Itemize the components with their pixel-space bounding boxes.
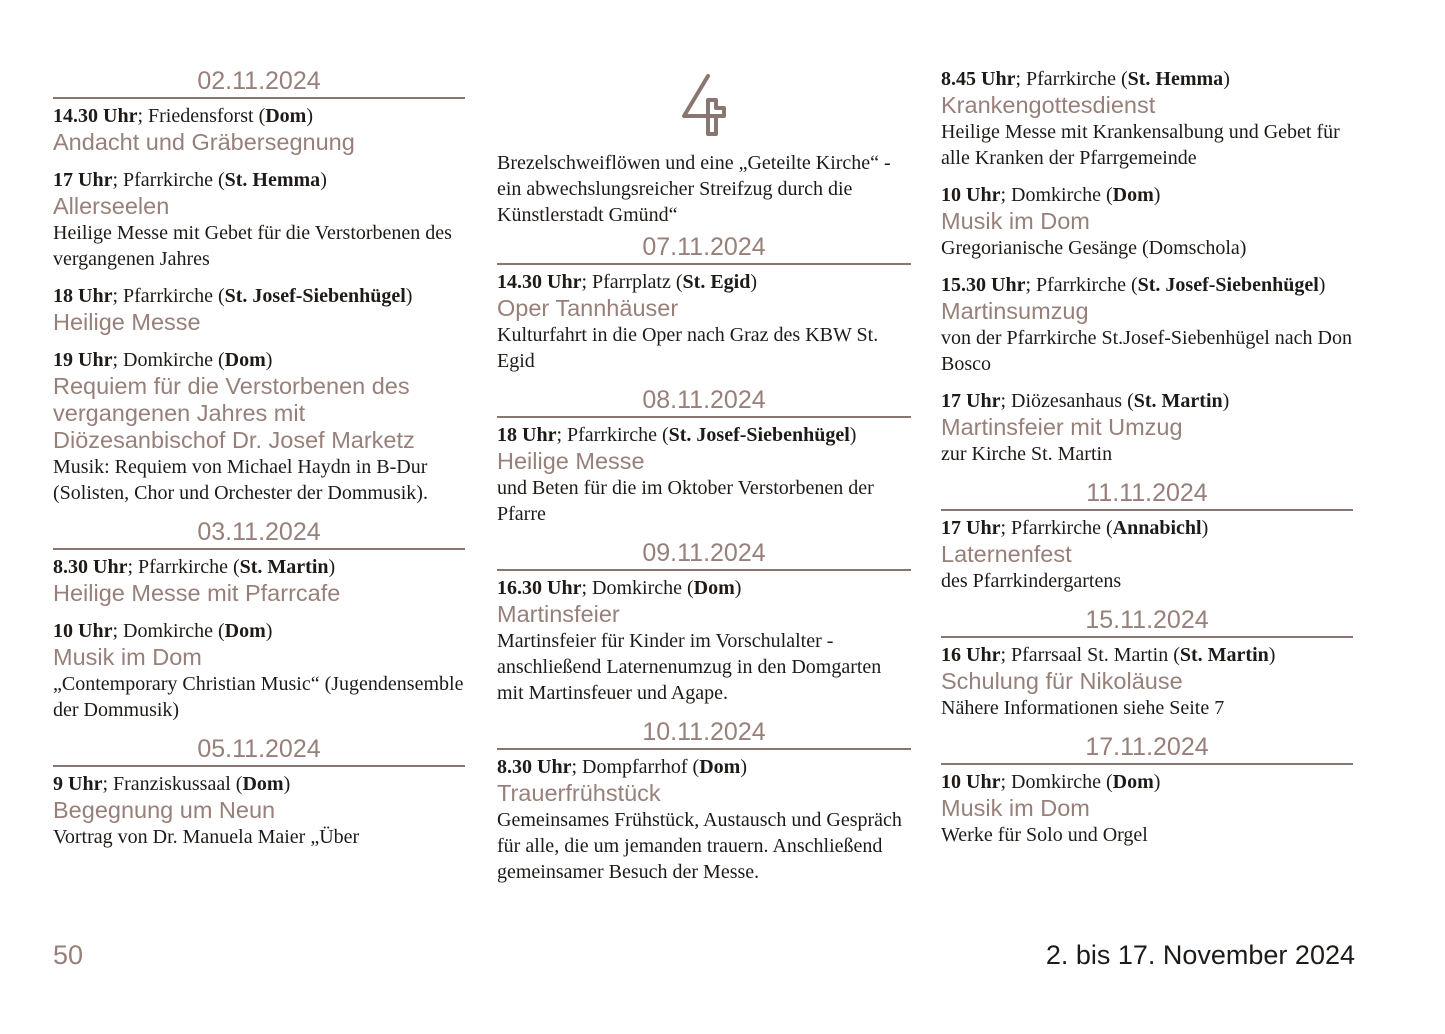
event-parish: St. Josef-Siebenhügel — [668, 424, 850, 446]
date-heading: 11.11.2024 — [941, 478, 1353, 511]
event-meta: 14.30 Uhr; Friedensforst (Dom) — [53, 105, 314, 127]
event-title: Allerseelen — [53, 193, 170, 219]
event-title: Andacht und Gräbersegnung — [53, 129, 355, 155]
event-time: 14.30 Uhr — [497, 271, 582, 293]
event-meta: 10 Uhr; Domkirche (Dom) — [53, 620, 273, 642]
event-description: des Pfarrkindergartens — [941, 570, 1122, 592]
event-title: Martinsfeier — [497, 601, 620, 627]
event-title: Begegnung um Neun — [53, 797, 276, 823]
event-parish: St. Martin — [1133, 390, 1223, 412]
event-meta: 10 Uhr; Domkirche (Dom) — [941, 771, 1161, 793]
event-parish: Annabichl — [1112, 517, 1202, 539]
column-2 — [497, 66, 911, 896]
event-item — [941, 515, 1353, 594]
event-title: Musik im Dom — [941, 795, 1090, 821]
event-time: 15.30 Uhr — [941, 274, 1026, 296]
event-parish: St. Martin — [1179, 644, 1269, 666]
event-item — [497, 269, 911, 374]
event-time: 19 Uhr — [53, 349, 113, 371]
event-time: 10 Uhr — [53, 620, 113, 642]
event-parish: Dom — [1112, 771, 1154, 793]
event-item — [497, 754, 911, 885]
event-meta: 8.30 Uhr; Pfarrkirche (St. Martin) — [53, 556, 336, 578]
event-title: Schulung für Nikoläuse — [941, 668, 1183, 694]
event-description: Nähere Informationen siehe Seite 7 — [941, 697, 1225, 719]
date-heading: 08.11.2024 — [497, 385, 911, 418]
event-place: Domkirche — [1011, 184, 1101, 206]
event-time: 17 Uhr — [941, 390, 1001, 412]
event-description: „Contemporary Christian Music“ (Jugendensemble der Dommusik) — [53, 673, 464, 721]
event-time: 18 Uhr — [497, 424, 557, 446]
event-meta: 14.30 Uhr; Pfarrplatz (St. Egid) — [497, 271, 758, 293]
event-item — [53, 283, 465, 336]
event-place: Pfarrkirche — [1026, 68, 1116, 90]
event-parish: St. Josef-Siebenhügel — [224, 285, 406, 307]
event-item — [497, 422, 911, 527]
event-place: Domkirche — [123, 349, 213, 371]
event-item — [53, 771, 465, 850]
event-place: Pfarrkirche — [123, 169, 213, 191]
event-place: Pfarrplatz — [592, 271, 671, 293]
event-meta: 17 Uhr; Diözesanhaus (St. Martin) — [941, 390, 1230, 412]
column-1 — [53, 66, 465, 861]
event-parish: Dom — [242, 773, 284, 795]
event-parish: Dom — [699, 756, 741, 778]
event-parish: St. Martin — [239, 556, 329, 578]
event-description: und Beten für die im Oktober Verstorbenen der Pfarre — [497, 477, 874, 525]
event-place: Diözesanhaus — [1011, 390, 1123, 412]
event-parish: Dom — [265, 105, 307, 127]
event-title: Oper Tannhäuser — [497, 295, 679, 321]
event-description: Brezelschweiflöwen und eine „Geteilte Kirche“ - ein abwechslungsreicher Streifzug durch die Künstlerstadt Gmünd“ — [497, 152, 891, 226]
event-meta: 18 Uhr; Pfarrkirche (St. Josef-Siebenhügel) — [53, 285, 413, 307]
event-title: Heilige Messe — [497, 448, 645, 474]
date-heading: 03.11.2024 — [53, 517, 465, 550]
event-parish: St. Hemma — [224, 169, 321, 191]
event-meta: 16.30 Uhr; Domkirche (Dom) — [497, 577, 742, 599]
date-range: 2. bis 17. November 2024 — [1045, 940, 1355, 970]
event-place: Domkirche — [592, 577, 682, 599]
date-heading: 15.11.2024 — [941, 605, 1353, 638]
event-time: 8.30 Uhr — [497, 756, 572, 778]
event-time: 8.30 Uhr — [53, 556, 128, 578]
date-heading: 09.11.2024 — [497, 538, 911, 571]
event-place: Pfarrkirche — [1036, 274, 1126, 296]
event-parish: Dom — [693, 577, 735, 599]
event-meta: 8.30 Uhr; Dompfarrhof (Dom) — [497, 756, 747, 778]
event-parish: Dom — [1112, 184, 1154, 206]
date-heading: 02.11.2024 — [53, 66, 465, 99]
event-item — [53, 554, 465, 607]
date-heading: 07.11.2024 — [497, 232, 911, 265]
event-place: Pfarrsaal St. Martin — [1011, 644, 1169, 666]
event-parish: St. Hemma — [1127, 68, 1224, 90]
event-time: 14.30 Uhr — [53, 105, 138, 127]
event-parish: Dom — [224, 620, 266, 642]
event-item — [941, 66, 1353, 171]
event-meta: 18 Uhr; Pfarrkirche (St. Josef-Siebenhügel) — [497, 424, 857, 446]
event-parish: St. Josef-Siebenhügel — [1137, 274, 1319, 296]
event-parish: Dom — [224, 349, 266, 371]
event-item — [53, 618, 465, 723]
event-place: Pfarrkirche — [138, 556, 228, 578]
event-description: zur Kirche St. Martin — [941, 443, 1113, 465]
event-place: Pfarrkirche — [567, 424, 657, 446]
event-meta: 16 Uhr; Pfarrsaal St. Martin (St. Martin) — [941, 644, 1276, 666]
event-title: Heilige Messe — [53, 309, 201, 335]
event-item — [941, 388, 1353, 467]
event-description: Heilige Messe mit Gebet für die Verstorbenen des vergangenen Jahres — [53, 222, 452, 270]
event-title: Laternenfest — [941, 541, 1072, 567]
event-meta: 17 Uhr; Pfarrkirche (St. Hemma) — [53, 169, 327, 191]
event-time: 10 Uhr — [941, 184, 1001, 206]
event-item — [941, 642, 1353, 721]
event-title: Trauerfrühstück — [497, 780, 661, 806]
event-description: Werke für Solo und Orgel — [941, 824, 1148, 846]
event-meta: 17 Uhr; Pfarrkirche (Annabichl) — [941, 517, 1209, 539]
event-item — [53, 347, 465, 506]
page-number: 50 — [53, 940, 84, 970]
event-title: Krankengottesdienst — [941, 92, 1156, 118]
event-description: Musik: Requiem von Michael Haydn in B-Dur (Solisten, Chor und Orchester der Dommusik). — [53, 456, 428, 504]
date-heading: 05.11.2024 — [53, 734, 465, 767]
event-place: Domkirche — [123, 620, 213, 642]
event-title: Musik im Dom — [53, 644, 202, 670]
event-title: Martinsumzug — [941, 298, 1089, 324]
event-item — [53, 167, 465, 272]
event-description: Gemeinsames Frühstück, Austausch und Gespräch für alle, die um jemanden trauern. Anschließend gemeinsamer Besuch der Messe. — [497, 809, 902, 883]
event-time: 8.45 Uhr — [941, 68, 1016, 90]
event-time: 16 Uhr — [941, 644, 1001, 666]
event-meta: 10 Uhr; Domkirche (Dom) — [941, 184, 1161, 206]
event-time: 9 Uhr — [53, 773, 103, 795]
event-time: 16.30 Uhr — [497, 577, 582, 599]
event-time: 17 Uhr — [941, 517, 1001, 539]
event-place: Franziskussaal — [113, 773, 231, 795]
date-heading: 10.11.2024 — [497, 717, 911, 750]
event-description: von der Pfarrkirche St.Josef-Siebenhügel nach Don Bosco — [941, 327, 1352, 375]
event-place: Domkirche — [1011, 771, 1101, 793]
event-item — [941, 769, 1353, 848]
date-heading: 17.11.2024 — [941, 732, 1353, 765]
event-title: Heilige Messe mit Pfarrcafe — [53, 580, 341, 606]
event-meta: 19 Uhr; Domkirche (Dom) — [53, 349, 273, 371]
event-item — [497, 575, 911, 706]
event-title: Musik im Dom — [941, 208, 1090, 234]
event-title: Martinsfeier mit Umzug — [941, 414, 1183, 440]
event-place: Dompfarrhof — [582, 756, 688, 778]
event-item — [941, 272, 1353, 377]
event-description: Kulturfahrt in die Oper nach Graz des KBW St. Egid — [497, 324, 879, 372]
event-parish: St. Egid — [682, 271, 751, 293]
event-place: Pfarrkirche — [123, 285, 213, 307]
event-description: Martinsfeier für Kinder im Vorschulalter - anschließend Laternenumzug in den Domgarten mit Martinsfeuer und Agape. — [497, 630, 882, 704]
event-place: Pfarrkirche — [1011, 517, 1101, 539]
event-item — [941, 182, 1353, 261]
kbw-cross-logo-icon — [497, 70, 911, 144]
event-time: 17 Uhr — [53, 169, 113, 191]
event-time: 18 Uhr — [53, 285, 113, 307]
event-description: Heilige Messe mit Krankensalbung und Gebet für alle Kranken der Pfarrgemeinde — [941, 121, 1340, 169]
event-description: Gregorianische Gesänge (Domschola) — [941, 237, 1247, 259]
column-3 — [941, 66, 1353, 859]
event-time: 10 Uhr — [941, 771, 1001, 793]
event-place: Friedensforst — [148, 105, 254, 127]
event-meta: 9 Uhr; Franziskussaal (Dom) — [53, 773, 291, 795]
event-description: Vortrag von Dr. Manuela Maier „Über — [53, 826, 360, 848]
event-meta: 15.30 Uhr; Pfarrkirche (St. Josef-Siebenhügel) — [941, 274, 1326, 296]
event-item — [53, 103, 465, 156]
event-title: Requiem für die Verstorbenen des vergangenen Jahres mit Diözesanbischof Dr. Josef Marketz — [53, 373, 415, 453]
event-meta: 8.45 Uhr; Pfarrkirche (St. Hemma) — [941, 68, 1230, 90]
